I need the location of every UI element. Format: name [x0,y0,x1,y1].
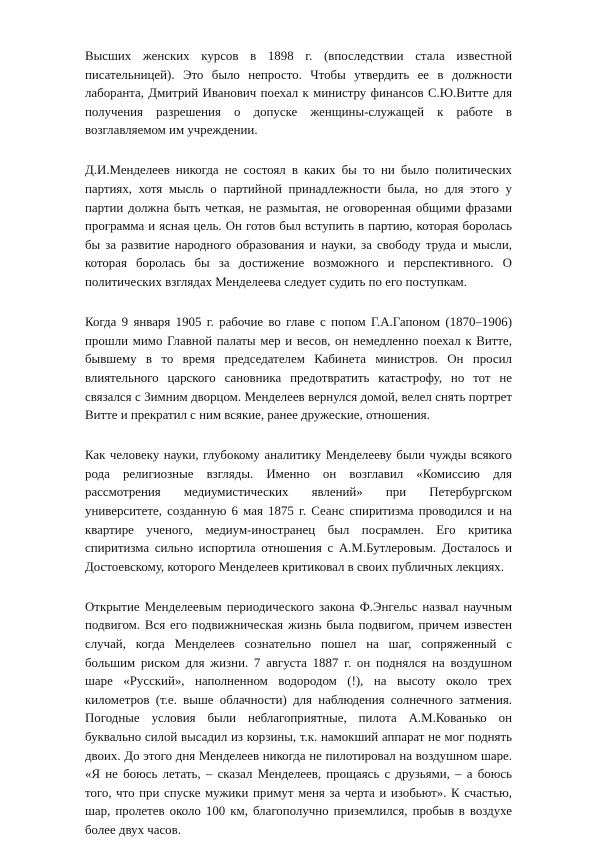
paragraph-balloon-flight: Открытие Менделеевым периодического закона Ф.Энгельс назвал научным подвигом. Вся его подвижническая жизнь была подвигом, причем известен случай, когда Менделеев сознательно пошел на шаг, сопряженный с большим риском для жизни. 7 августа 1887 г. он поднялся на воздушном шаре «Русский», наполненном водородом (!), на высоту около трех километров (т.е. выше облачности) для наблюдения солнечного затмения. Погодные условия были неблагоприятные, пилота А.М.Кованько он буквально силой высадил из корзины, т.к. намокший аппарат не мог поднять двоих. До этого дня Менделеев никогда не пилотировал на воздушном шаре. «Я не боюсь летать, – сказал Менделеев, прощаясь с друзьями, – а боюсь того, что при спуске мужики примут меня за черта и изобьют». К счастью, шар, пролетев около 100 км, благополучно приземлился, пробыв в воздухе более двух часов. [85,599,512,837]
paragraph-political-views: Д.И.Менделеев никогда не состоял в каких бы то ни было политических партиях, хотя мысль о партийной принадлежности была, но для этого у партии должна быть четкая, не размытая, не оговоренная общими фразами программа и ясная цель. Он готов был вступить в партию, которая боролась бы за развитие народного образования и науки, за свободу труда и мысли, которая боролась бы за достижение возможного и перспективного. О политических взглядах Менделеева следует судить по его поступкам. [85,163,512,290]
paragraph-lab-assistant: Высших женских курсов в 1898 г. (впоследствии стала известной писательницей). Это было непросто. Чтобы утвердить ее в должности лаборанта, Дмитрий Иванович поехал к министру финансов С.Ю.Витте для получения разрешения о допуске женщины-служащей к работе в возглавляемом им учреждении. [85,49,512,138]
paragraph-bloody-sunday: Когда 9 января 1905 г. рабочие во главе с попом Г.А.Гапоном (1870–1906) прошли мимо Главной палаты мер и весов, он немедленно поехал к Витте, бывшему в то время председателем Кабинета министров. Он просил влиятельного царского сановника предотвратить катастрофу, но тот не связался с Зимним дворцом. Менделеев вернулся домой, велел снять портрет Витте и прекратил с ним всякие, ранее дружеские, отношения. [85,315,512,423]
paragraph-spiritualism: Как человеку науки, глубокому аналитику Менделееву были чужды всякого рода религиозные взгляды. Именно он возглавил «Комиссию для рассмотрения медиумистических явлений» при Петербургском университете, созданную 6 мая 1875 г. Сеанс спиритизма проводился и на квартире ученого, медиум-иностранец был посрамлен. Его критика спиритизма сильно испортила отношения с А.М.Бутлеровым. Досталось и Достоевскому, которого Менделеев критиковал в своих публичных лекциях. [85,448,512,574]
document-page [85,47,512,861]
